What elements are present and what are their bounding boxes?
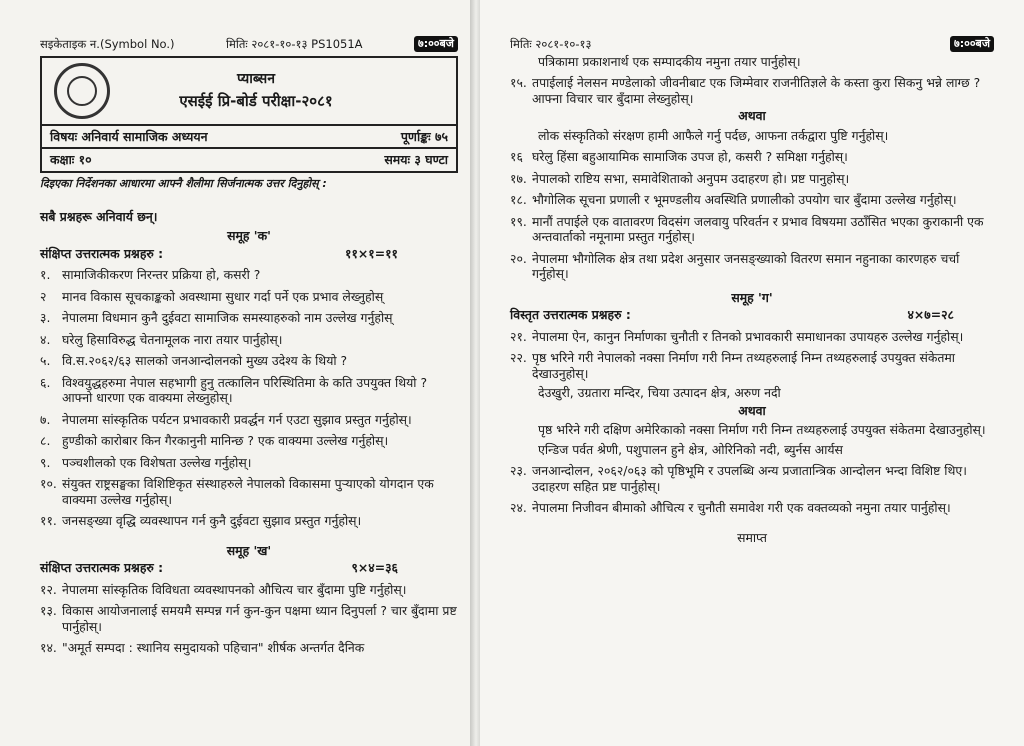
- organization-name: प्याब्सन: [236, 70, 276, 87]
- question-item: [40, 433, 458, 449]
- question-number: १६: [510, 149, 523, 165]
- group-b-questions: [40, 582, 458, 656]
- question-number: १९.: [510, 213, 527, 229]
- question-item: [510, 329, 994, 345]
- question-text: घरेलु हिसाविरुद्ध चेतनामूलक नारा तयार पार्नुहोस्।: [62, 331, 283, 347]
- or-question-1: लोक संस्कृतिको संरक्षण हामी आफैले गर्नु पर्दछ, आफना तर्कद्वारा पुष्टि गर्नुहोस्।: [538, 127, 889, 143]
- exam-time: समयः ३ घण्टा: [384, 152, 448, 168]
- question-text: भौगोलिक सूचना प्रणाली र भूमण्डलीय अवस्थिति प्रणालीको उपयोग चार बुँदामा उल्लेख गर्नुहोस्।: [532, 192, 957, 208]
- right-page: [480, 0, 1024, 746]
- question-number: २१.: [510, 328, 527, 344]
- question-text: नेपालमा ऐन, कानुन निर्माणका चुनौती र तिनको प्रभावकारी समाधानका उपायहरु उल्लेख गर्नुहोस्।: [532, 328, 964, 344]
- question-text: जनआन्दोलन, २०६२/०६३ को पृष्ठिभूमि र उपलब्धि अन्य प्रजातान्त्रिक आन्दोलन भन्दा विशिष्ट थिए। उदाहरण सहित प्रष्ट पार्नुहोस्।: [532, 463, 967, 494]
- date-right: मितिः २०८१-१०-१३: [510, 36, 592, 51]
- question-item: [40, 310, 458, 326]
- question-item: [510, 171, 994, 187]
- question-text: मानौं तपाईले एक वातावरण विदसंग जलवायु परिवर्तन र प्रभाव विषयमा उठाँसित भएका कुराकानी एक अन्तवार्ताको नमूनामा प्रस्तुत गर्नुहोस्।: [532, 213, 984, 245]
- question-item: [510, 214, 994, 245]
- symbol-number-label: सइकेताइक न.(Symbol No.): [40, 36, 175, 51]
- question-text: नेपालमा सांस्कृतिक विविधता व्यवस्थापनको औचित्य चार बुँदामा पुष्टि गर्नुहोस्।: [62, 581, 407, 597]
- question-item: [510, 75, 994, 106]
- question-number: १.: [40, 267, 51, 283]
- section-a-marks: ११×१=११: [345, 245, 398, 261]
- question-number: २: [40, 288, 47, 304]
- section-c-label: विस्तृत उत्तरात्मक प्रश्नहरु :: [510, 307, 631, 323]
- question-number: ४.: [40, 331, 51, 347]
- question-number: २०.: [510, 250, 527, 266]
- question-item: [40, 353, 458, 369]
- instruction: दिइएका निर्देशनका आधारमा आफ्नै शैलीमा सिर्जनात्मक उत्तर दिनुहोस् :: [40, 177, 327, 190]
- question-number: ८.: [40, 433, 51, 449]
- question-text: विकास आयोजनालाई समयमै सम्पन्न गर्न कुन-कुन पक्षमा ध्यान दिनुपर्ला ? चार बुँदामा प्रष्ट पार्नुहोस्।: [62, 603, 457, 634]
- question-text: नेपालमा निजीवन बीमाको औचित्य र चुनौती समावेश गरी एक वक्तव्यको नमुना तयार पार्नुहोस्।: [532, 500, 951, 516]
- top-line-right: [510, 36, 994, 52]
- question-item: [40, 267, 458, 283]
- question-item: [40, 513, 458, 529]
- question-text: नेपालमा विधमान कुनै दुईवटा सामाजिक समस्याहरुको नाम उल्लेख गर्नुहोस्: [62, 310, 393, 326]
- question-number: १५.: [510, 75, 527, 91]
- date-code: मितिः २०८१-१०-१३ PS1051A: [225, 36, 363, 51]
- question-text: सामाजिकीकरण निरन्तर प्रक्रिया हो, कसरी ?: [62, 267, 261, 283]
- section-c-marks: ४×७=२८: [907, 307, 954, 323]
- question-number: १४.: [40, 640, 57, 656]
- question-text: तपाईलाई नेलसन मण्डेलाको जीवनीबाट एक जिम्मेवार राजनीतिज्ञले के कस्ता कुरा सिकनु भन्ने लाग्छ ? आफ्ना विचार चार बुँदामा लेख्नुहोस्।: [532, 75, 981, 106]
- question-item: [40, 332, 458, 348]
- question-item: [40, 582, 458, 598]
- exam-header: [40, 56, 458, 173]
- question-text: हुण्डीको कारोबार किन गैरकानुनी मानिन्छ ? एक वाक्यमा उल्लेख गर्नुहोस्।: [62, 433, 389, 449]
- group-a-questions: [40, 267, 458, 529]
- question-item: [510, 350, 994, 381]
- question-item: [510, 251, 994, 282]
- continuation-text: पत्रिकामा प्रकाशनार्थ एक सम्पादकीय नमुना तयार पार्नुहोस्।: [538, 53, 801, 69]
- question-text: नेपालको राष्टिय सभा, समावेशिताको अनुपम उदाहरण हो। प्रष्ट पानुहोस्।: [532, 170, 850, 186]
- question-number: १०.: [40, 476, 57, 492]
- question-number: २४.: [510, 500, 527, 516]
- question-text: नेपालमा सांस्कृतिक पर्यटन प्रभावकारी प्रवर्द्धन गर्न एउटा सुझाव प्रस्तुत गर्नुहोस्।: [62, 411, 412, 427]
- questions-15: [510, 75, 994, 106]
- questions-16-20: [510, 149, 994, 282]
- question-number: ७.: [40, 411, 51, 427]
- section-b-label: संक्षिप्त उत्तरात्मक प्रश्नहरु :: [40, 560, 164, 576]
- question-text: विश्वयुद्धहरुमा नेपाल सहभागी हुनु तत्कालिन परिस्थितिमा के कति उपयुक्त थियो ? आफ्नो धारणा एक वाक्यमा लेख्नुहोस्।: [62, 374, 428, 406]
- or-question-2: पृष्ठ भरिने गरी दक्षिण अमेरिकाको नक्सा निर्माण गरी निम्न तथ्यहरुलाई उपयुक्त संकेतमा देखाउनुहोस्।: [538, 422, 986, 438]
- section-b-header: [40, 560, 458, 576]
- question-number: २२.: [510, 350, 527, 366]
- class: कक्षाः १०: [50, 152, 92, 168]
- top-line: [40, 36, 458, 52]
- time-badge-right: ७:००बजे: [950, 36, 994, 52]
- question-number: ११.: [40, 513, 57, 529]
- end-label: समाप्त: [737, 529, 767, 545]
- question-item: [40, 640, 458, 656]
- map-items-south-america: एन्डिज पर्वत श्रेणी, पशुपालन हुने क्षेत्र, ओरिनिको नदी, ब्युर्नस आर्यस: [538, 441, 843, 457]
- left-page: [0, 0, 472, 746]
- section-a-label: संक्षिप्त उत्तरात्मक प्रश्नहरु :: [40, 245, 164, 261]
- question-text: जनसङ्ख्या वृद्धि व्यवस्थापन गर्न कुनै दुईवटा सुझाव प्रस्तुत गर्नुहोस्।: [62, 513, 362, 529]
- map-items-nepal: देउखुरी, उग्रतारा मन्दिर, चिया उत्पादन क्षेत्र, अरुण नदी: [538, 385, 781, 401]
- question-number: ५.: [40, 353, 51, 369]
- emblem-icon: [54, 63, 110, 119]
- question-item: [510, 192, 994, 208]
- or-label-1: अथवा: [738, 108, 766, 124]
- question-number: ६.: [40, 374, 51, 390]
- section-a-header: [40, 246, 458, 262]
- question-number: १३.: [40, 603, 57, 619]
- question-text: नेपालमा भौगोलिक क्षेत्र तथा प्रदेश अनुसार जनसङ्ख्याको वितरण समान नहुनाका कारणहरु चर्चा गर्नुहोस्।: [532, 250, 960, 282]
- question-item: [40, 412, 458, 428]
- questions-21-22: [510, 329, 994, 382]
- or-label-2: अथवा: [738, 402, 766, 418]
- question-item: [40, 455, 458, 471]
- exam-title: एसईई प्रि-बोर्ड परीक्षा-२०८१: [179, 92, 333, 111]
- question-text: वि.स.२०६२/६३ सालको जनआन्दोलनको मुख्य उदेश्य के थियो ?: [62, 353, 348, 369]
- question-text: "अमूर्त सम्पदा : स्थानिय समुदायको पहिचान" शीर्षक अन्तर्गत दैनिक: [62, 640, 365, 656]
- questions-23-24: [510, 463, 994, 516]
- question-number: १७.: [510, 170, 527, 186]
- full-marks: पूर्णाङ्कः ७५: [400, 128, 448, 144]
- group-a-title: समूह 'क': [227, 228, 271, 244]
- question-item: [40, 289, 458, 305]
- question-item: [510, 463, 994, 494]
- question-text: घरेलु हिंसा बहुआयामिक सामाजिक उपज हो, कसरी ? समिक्षा गर्नुहोस्।: [532, 149, 848, 165]
- question-text: संयुक्त राष्ट्रसङ्घका विशिष्टिकृत संस्थाहरुले नेपालको विकासमा पुऱ्याएको योगदान एक वाक्यमा उल्लेख गर्नुहोस्।: [62, 476, 434, 507]
- question-item: [40, 603, 458, 634]
- question-number: १८.: [510, 192, 527, 208]
- section-c-header: [510, 307, 994, 323]
- question-number: २३.: [510, 463, 527, 479]
- question-text: मानव विकास सूचकाङ्कको अवस्थामा सुधार गर्दा पर्ने एक प्रभाव लेख्नुहोस्: [62, 288, 384, 304]
- question-text: पृष्ठ भरिने गरी नेपालको नक्सा निर्माण गरी निम्न तथ्यहरुलाई निम्न तथ्यहरुलाई उपयुक्त संकेतमा देखाउनुहोस्।: [532, 350, 956, 381]
- question-number: १२.: [40, 581, 57, 597]
- question-item: [40, 375, 458, 406]
- section-b-marks: ९×४=३६: [351, 560, 398, 576]
- subject: विषयः अनिवार्य सामाजिक अध्ययन: [50, 128, 208, 144]
- question-number: ३.: [40, 310, 51, 326]
- group-c-title: समूह 'ग': [731, 289, 773, 305]
- question-item: [510, 149, 994, 165]
- question-number: ९.: [40, 454, 51, 470]
- question-item: [510, 500, 994, 516]
- question-item: [40, 476, 458, 507]
- group-b-title: समूह 'ख': [226, 542, 272, 558]
- question-text: पञ्चशीलको एक विशेषता उल्लेख गर्नुहोस्।: [62, 454, 252, 470]
- compulsory-note: सबै प्रश्नहरू अनिवार्य छन्।: [40, 208, 158, 224]
- time-badge: ७:००बजे: [414, 36, 458, 52]
